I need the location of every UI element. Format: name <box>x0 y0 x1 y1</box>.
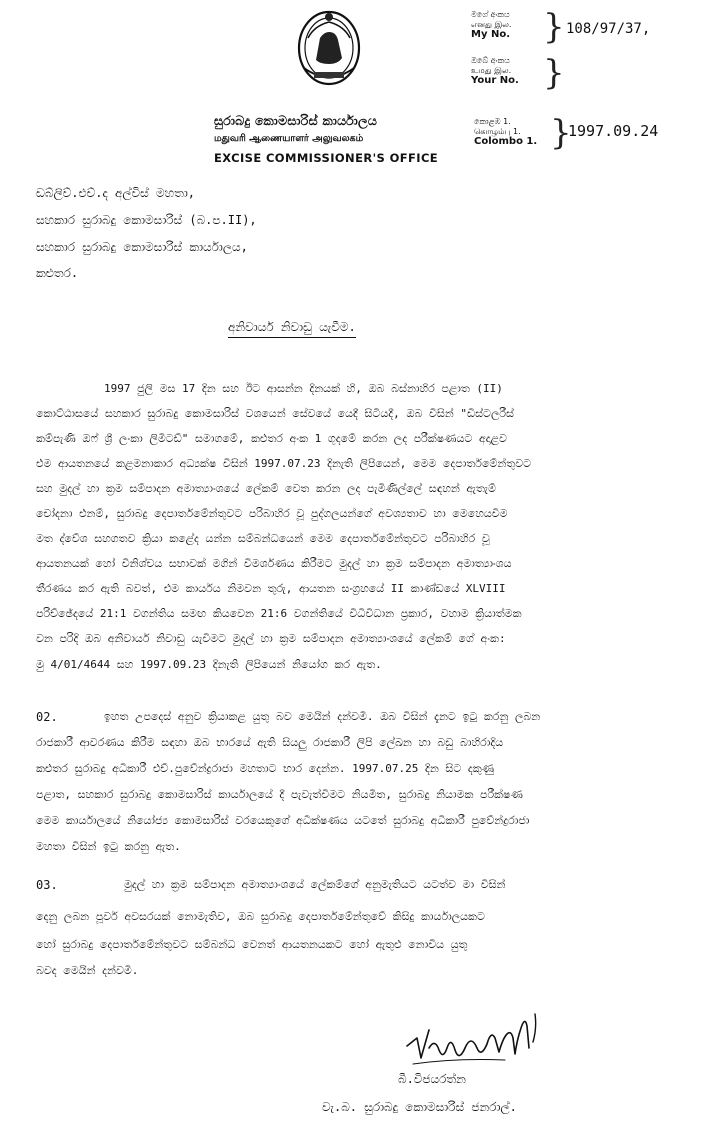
my-no-value: 108/97/37, <box>566 21 651 37</box>
para3-line: බවද මෙයින් දන්වමි. <box>36 964 139 977</box>
your-no-label-en: Your No. <box>471 75 519 86</box>
my-no-label-ta: எனது இல. <box>471 19 512 29</box>
location-label <box>474 117 537 147</box>
para3-line: හෝ සුරාබදු දෙපාර්තමේන්තුවට සම්බන්ධ වෙනත් ආයතනයකට හෝ ඇතුළු නොවිය යුතු <box>36 938 468 951</box>
para1-line: තීරණය කර ඇති බවත්, එම කාර්යය නිමවන තුරු, ආයතන සංග්‍රහයේ II කාණ්ඩයේ XLVIII <box>36 582 506 595</box>
address-line-2: සහකාර සුරාබදු කොමසාරිස් (බ.ප.II), <box>36 213 257 227</box>
para1-line: කම්පැණි ඔෆ් ශ්‍රී ලංකා ලිමිටඩ්" සමාගමේ, කළුතර අංක 1 ගුදමේ කරන ලද පරීක්ෂණයට අදාළව <box>36 432 507 445</box>
date-brace: } <box>550 113 572 153</box>
address-line-3: සහකාර සුරාබදු කොමසාරිස් කාර්යාලය, <box>36 240 248 254</box>
para1-line: පරිච්ඡේදයේ 21:1 වගන්තිය සමඟ කියවෙන 21:6 වගන්තියේ විධිවිධාන ප්‍රකාර, වහාම ක්‍රියාත්මක <box>36 607 522 620</box>
para1-line: එම ආයතනයේ කළමනාකාර අධ්‍යක්ෂ විසින් 1997.07.23 දිනැති ලිපියෙන්, මෙම දෙපාර්තමේන්තුවට <box>36 457 532 470</box>
para2-line: ඉහත උපදෙස් අනුව ක්‍රියාකළ යුතු බව මෙයින් දන්වමි. ඔබ විසින් දැනට ඉටු කරනු ලබන <box>104 710 541 723</box>
my-no-brace: } <box>543 7 565 47</box>
office-name-sinhala: සුරාබදු කොමසාරිස් කාර්යාලය <box>214 113 378 128</box>
signer-designation: වැ.බ. සුරාබදු කොමසාරිස් ජනරාල්. <box>322 1100 517 1114</box>
para1-line: කොට්ඨාසයේ සහකාර සුරාබදු කොමසාරිස් වශයෙන් සේවයේ යෙදී සිටියදී, ඔබ විසින් "ඩිස්ටලරීස් <box>36 407 514 420</box>
para3-line: මුදල් හා ක්‍රම සම්පාදන අමාත්‍යාංශයේ ලේකම්ගේ අනුමැතියට යටත්ව මා විසින් <box>124 878 506 891</box>
para2-number: 02. <box>36 710 58 724</box>
para1-line: වන පරිදි ඔබ අනිවාර්ය නිවාඩු යැවීමට මුදල් හා ක්‍රම සම්පාදන අමාත්‍යාංශයේ ලේකම් ගේ අංක: <box>36 632 506 645</box>
para1-line: ආයතනයක් හෝ විනිශ්චය සභාවක් මගින් විමර්ශණය කිරීමට මුදල් හා ක්‍රම සම්පාදන අමාත්‍යාංශය <box>36 557 512 570</box>
para2-line: රාජකාරී ආවරණය කිරීම සඳහා ඔබ භාරයේ ඇති සියලු රාජකාරී ලිපි ලේඛන හා බඩු බාහිරාදිය <box>36 736 504 749</box>
location-label-en: Colombo 1. <box>474 136 538 147</box>
para1-line: චෝදනා එනම්, සුරාබදු දෙපාර්තමේන්තුවට පරිබාහිර වූ පුද්ගලයන්ගේ අවශ්‍යතාව හා මෙහෙයවීම <box>36 507 508 520</box>
your-no-label-ta: உமது இல. <box>471 65 512 75</box>
national-emblem <box>294 8 364 90</box>
my-no-label-si: මගේ අංකය <box>471 10 510 19</box>
signer-name: බී.විජයරත්න <box>398 1072 466 1086</box>
my-no-label <box>471 10 511 40</box>
para2-line: මහතා විසින් ඉටු කරනු ඇත. <box>36 840 181 853</box>
subject-heading: අනිවාර්ය නිවාඩු යැවීම. <box>228 320 356 338</box>
para1-line: මු 4/01/4644 සහ 1997.09.23 දිනැති ලිපියෙන් නියෝග කර ඇත. <box>36 658 382 671</box>
my-no-label-en: My No. <box>471 29 510 40</box>
your-no-label-si: ඔබේ අංකය <box>471 56 510 65</box>
para2-line: කළුතර සුරාබදු අධිකාරී එච්.පුවේන්ද්‍රරාජා මහතාට භාර දෙන්න. 1997.07.25 දින සිට දකුණු <box>36 762 495 775</box>
para2-line: මෙම කාර්යාලයේ නියෝජ්‍ය කොමසාරිස් වරයෙකුගේ අධීක්ෂණය යටතේ සුරාබදු අධිකාරී පුවේන්ද්‍රරාජා <box>36 814 530 827</box>
location-label-si: කොළඹ 1. <box>474 117 511 126</box>
para1-line: සහ මුදල් හා ක්‍රම සම්පාදන අමාත්‍යාංශයේ ලේකම් වෙත කරන ලද පැමිණිල්ලේ සඳහන් ඇතැම් <box>36 482 496 495</box>
para1-line: 1997 ජුලි මස 17 දින සහ ඊට ආසන්න දිනයක් හි, ඔබ බස්නාහිර පළාත (II) <box>104 382 503 395</box>
location-label-ta: கொழும்பு 1. <box>474 126 521 136</box>
handwritten-signature <box>395 1008 545 1078</box>
office-name-tamil: மதுவரி ஆணையாளர் அலுவலகம் <box>214 133 364 144</box>
office-name-english: EXCISE COMMISSIONER'S OFFICE <box>214 151 439 165</box>
para2-line: පළාත, සහකාර සුරාබදු කොමසාරිස් කාර්යාලයේ දී පැවැත්වීමට නියමිත, සුරාබදු නියාමක පරීක්ෂණ <box>36 788 523 801</box>
date-value: 1997.09.24 <box>568 122 659 140</box>
para3-line: දෙනු ලබන පූර්ව අවසරයක් නොමැතිව, ඔබ සුරාබදු දෙපාර්තමේන්තුවේ කිසිදු කාර්යාලයකට <box>36 910 485 923</box>
address-line-4: කළුතර. <box>36 266 79 280</box>
your-no-label <box>471 56 519 86</box>
para3-number: 03. <box>36 878 58 892</box>
para1-line: මත ද්වේශ සහගතව ක්‍රියා කළේද යන්න සම්බන්ධයෙන් මෙම දෙපාර්තමේන්තුවට පරිබාහිර වූ <box>36 532 490 545</box>
your-no-brace: } <box>543 53 565 93</box>
address-line-1: ඩබ්ලිව්.එච්.ද අල්විස් මහතා, <box>36 186 196 200</box>
